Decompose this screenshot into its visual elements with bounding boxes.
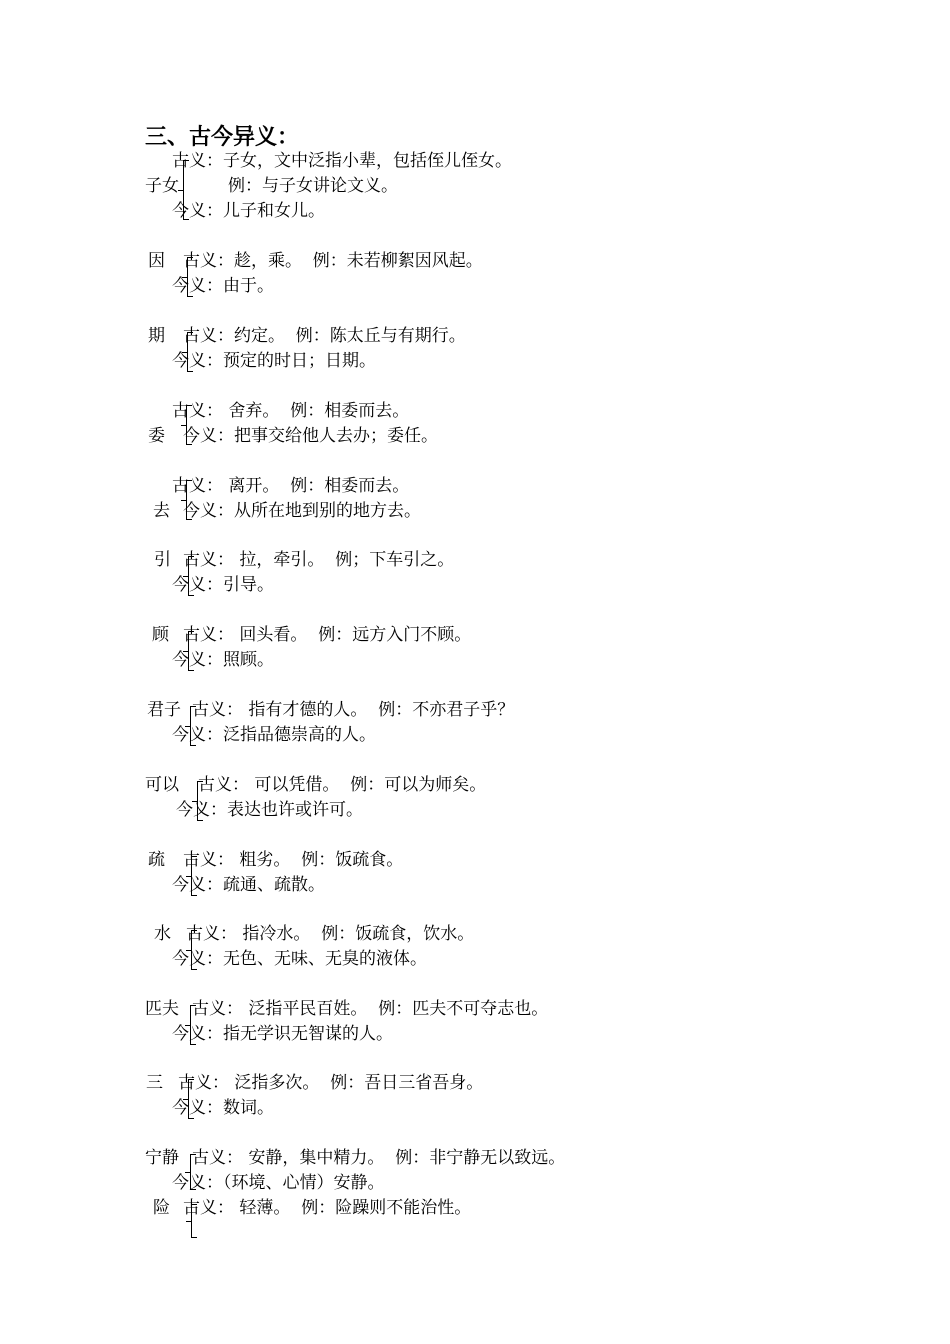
ancient-meaning: 古义： 泛指平民百姓。 例：匹夫不可夺志也。 <box>192 999 549 1019</box>
modern-meaning: 今义：表达也许或许可。 <box>176 800 363 820</box>
modern-meaning: 今义：照顾。 <box>172 650 274 670</box>
entry-word: 委 <box>148 426 165 446</box>
entry-word: 去 <box>153 501 170 521</box>
entry-word: 宁静 <box>145 1148 179 1168</box>
ancient-meaning: 古义： 安静，集中精力。 例：非宁静无以致远。 <box>192 1148 566 1168</box>
ancient-meaning: 古义： 拉，牵引。 例；下车引之。 <box>183 550 455 570</box>
entry-word: 水 <box>154 924 171 944</box>
modern-meaning: 今义：由于。 <box>172 276 274 296</box>
example-text: 例：与子女讲论文义。 <box>228 176 398 196</box>
modern-meaning: 今义：预定的时日；日期。 <box>172 351 376 371</box>
entry-word: 君子 <box>147 700 181 720</box>
section-heading: 三、古今异义： <box>145 124 300 150</box>
ancient-meaning: 古义： 轻薄。 例：险躁则不能治性。 <box>183 1198 472 1218</box>
ancient-meaning: 古义：趁，乘。 例：未若柳絮因风起。 <box>183 251 483 271</box>
ancient-meaning: 古义： 粗劣。 例：饭疏食。 <box>183 850 404 870</box>
modern-meaning: 今义：疏通、疏散。 <box>172 875 325 895</box>
ancient-meaning: 古义： 舍弃。 例：相委而去。 <box>172 401 410 421</box>
entry-word: 可以 <box>145 775 179 795</box>
entry-word: 三 <box>146 1073 163 1093</box>
ancient-meaning: 古义：约定。 例：陈太丘与有期行。 <box>183 326 466 346</box>
modern-meaning: 今义：引导。 <box>172 575 274 595</box>
ancient-meaning: 古义： 回头看。 例：远方入门不顾。 <box>183 625 472 645</box>
modern-meaning: 今义：指无学识无智谋的人。 <box>172 1024 393 1044</box>
modern-meaning: 今义：从所在地到别的地方去。 <box>183 501 421 521</box>
ancient-meaning: 古义： 可以凭借。 例：可以为师矣。 <box>198 775 487 795</box>
entry-word: 子女 <box>145 176 179 196</box>
modern-meaning: 今义：（环境、心情）安静。 <box>172 1173 385 1193</box>
entry-word: 匹夫 <box>145 999 179 1019</box>
ancient-meaning: 古义： 指冷水。 例：饭疏食，饮水。 <box>186 924 475 944</box>
entry-word: 因 <box>148 251 165 271</box>
entry-word: 险 <box>153 1198 170 1218</box>
modern-meaning: 今义：无色、无味、无臭的液体。 <box>172 949 427 969</box>
modern-meaning: 今义：儿子和女儿。 <box>172 201 325 221</box>
entry-word: 疏 <box>148 850 165 870</box>
modern-meaning: 今义：把事交给他人去办；委任。 <box>183 426 438 446</box>
ancient-meaning: 古义： 指有才德的人。 例：不亦君子乎？ <box>192 700 515 720</box>
modern-meaning: 今义：泛指品德崇高的人。 <box>172 725 376 745</box>
ancient-meaning: 古义： 泛指多次。 例：吾日三省吾身。 <box>178 1073 484 1093</box>
ancient-meaning: 古义：子女，文中泛指小辈，包括侄儿侄女。 <box>172 151 512 171</box>
entry-word: 期 <box>148 326 165 346</box>
entry-word: 引 <box>154 550 171 570</box>
modern-meaning: 今义：数词。 <box>172 1098 274 1118</box>
entry-word: 顾 <box>152 625 169 645</box>
ancient-meaning: 古义： 离开。 例：相委而去。 <box>172 476 410 496</box>
